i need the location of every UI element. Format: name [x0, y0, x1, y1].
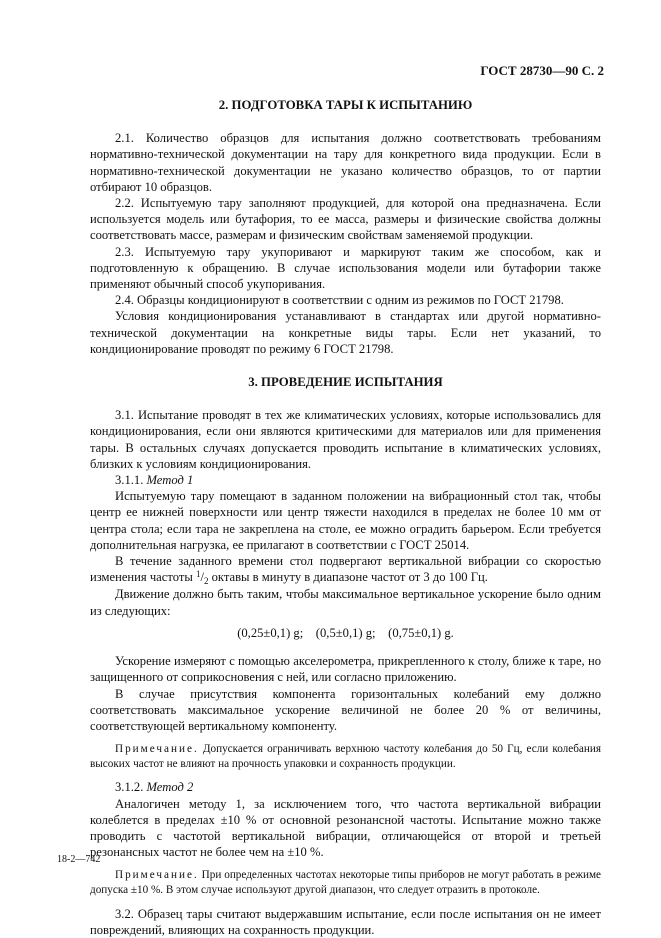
- vibration-rate-text-b: октавы в минуту в диапазоне частот от 3 до 100 Гц.: [211, 570, 488, 585]
- paragraph-2-4: 2.4. Образцы кондиционируют в соответствии с одним из режимов по ГОСТ 21798.: [115, 293, 564, 308]
- paragraph-3-1: 3.1. Испытание проводят в тех же климатических условиях, которые использовались для кондиционирования, если они являются критическими для материалов или для применения тары. В остальных случаях допускается проводить испытание в климатических условиях, близких к условиям кондиционирования.: [90, 408, 601, 471]
- note-1-text: Допускается ограничивать верхнюю частоту колебания до 50 Гц, если колебания высоких частот не влияют на прочность упаковки и сохранность продукции.: [90, 743, 602, 770]
- section-2-title: 2. ПОДГОТОВКА ТАРЫ К ИСПЫТАНИЮ: [218, 98, 473, 112]
- paragraph-2-3: 2.3. Испытуемую тару укупоривают и маркируют таким же способом, как и подготовленную к обращению. В случае использования модели или бутафории также применяют обычный способ укупоривания.: [90, 244, 601, 292]
- paragraph-3-2: 3.2. Образец тары считают выдержавшим испытание, если после испытания он не имеет повреждений, влияющих на сохранность продукции.: [90, 906, 601, 937]
- method-2-heading: [90, 779, 601, 795]
- fraction-denominator: 2: [203, 576, 209, 587]
- paragraph-accelerometer: Ускорение измеряют с помощью акселерометра, прикрепленного к столу, ближе к таре, но защищенного от соприкосновения с ней, или согласно приложению.: [90, 654, 601, 685]
- note-2-label: Примечание.: [115, 869, 199, 882]
- note-2-text: При определенных частотах некоторые типы приборов не могут работать в режиме допуска ±10 %. В этом случае используют другой диапазон, что следует отразить в протоколе.: [90, 869, 601, 896]
- paragraph-horizontal: В случае присутствия компонента горизонтальных колебаний ему должно соответствовать максимальное ускорение величиной не более 20 % от величины, соответствующей вертикальному компоненту.: [90, 686, 601, 733]
- paragraph-vibration-rate: В течение заданного времени стол подвергают вертикальной вибрации со скоростью изменения частоты $^1/_2$ октавы в минуту в диапазоне частот от 3 до 100 Гц.: [90, 554, 601, 587]
- paragraph-method-2: Аналогичен методу 1, за исключением того, что частота вертикальной вибрации колеблется в пределах ±10 % от основной резонансной частоты. Испытание можно также проводить с частотой вертикальной вибрации, отличающейся от второй и третьей резонансных частот не более чем на ±10 %.: [90, 796, 601, 860]
- vibration-rate-text-a: В течение заданного времени стол подвергают вертикальной вибрации со скоростью изменения частоты: [90, 554, 601, 585]
- method-2-title: Метод 2: [146, 780, 194, 795]
- note-1-label: Примечание.: [115, 743, 199, 756]
- method-2-number: 3.1.2.: [115, 780, 144, 795]
- page-header: ГОСТ 28730—90 С. 2: [480, 63, 604, 78]
- paragraph-method-1-placement: Испытуемую тару помещают в заданном положении на вибрационный стол так, чтобы центр ее нижней поверхности или центр тяжести находился в пределах не более 10 мм от центра стола; если тара не закреплена на столе, ее можно оградить барьером. Если требуется дополнительная нагрузка, ее прилагают в соответствии с ГОСТ 25014.: [90, 489, 601, 552]
- method-1-heading: [90, 472, 601, 488]
- acceleration-formula: (0,25±0,1) g; (0,5±0,1) g; (0,75±0,1) g.: [237, 625, 454, 640]
- note-1: [90, 742, 601, 771]
- method-1-title: Метод 1: [146, 473, 194, 488]
- note-2: [90, 868, 601, 897]
- method-1-number: 3.1.1.: [115, 473, 144, 488]
- page-content: [90, 97, 601, 938]
- fraction-numerator: 1: [195, 569, 201, 580]
- paragraph-2-2: 2.2. Испытуемую тару заполняют продукцией, для которой она предназначена. Если используется модель или бутафория, то ее масса, размеры и физические свойства должны соответствовать массе, размерам и физическим свойствам заменяемой продукции.: [90, 196, 601, 243]
- paragraph-acceleration: Движение должно быть таким, чтобы максимальное вертикальное ускорение было одним из следующих:: [90, 587, 601, 618]
- page-footer-code: 18-2—742: [57, 854, 101, 865]
- section-3-title: 3. ПРОВЕДЕНИЕ ИСПЫТАНИЯ: [248, 375, 443, 390]
- paragraph-conditioning: Условия кондиционирования устанавливают в стандартах или другой нормативно-технической документации на конкретные виды тары. Если нет указаний, то кондиционирование проводят по режиму 6 ГОСТ 21798.: [90, 309, 601, 356]
- paragraph-2-1: 2.1. Количество образцов для испытания должно соответствовать требованиям нормативно-технической документации на тару для конкретного вида продукции. Если в нормативно-технической документации не указано количество образцов, то от партии отбирают 10 образцов.: [90, 131, 601, 194]
